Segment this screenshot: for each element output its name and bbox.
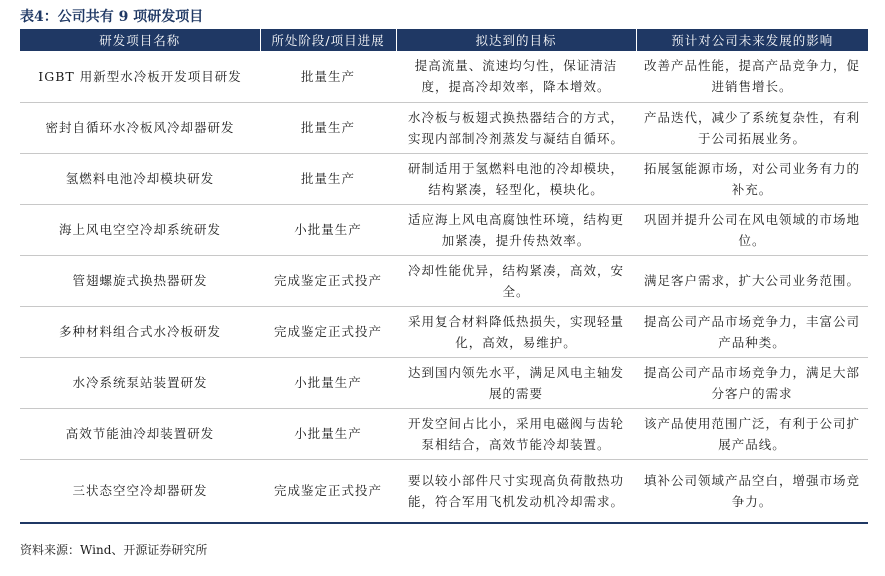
table-row [20,459,868,523]
header-goal: 拟达到的目标 [396,29,636,51]
rd-projects-table [20,29,868,524]
project-goal: 采用复合材料降低热损失，实现轻量化，高效，易维护。 [396,306,636,357]
project-stage: 完成鉴定正式投产 [260,459,396,523]
table-row [20,306,868,357]
table-row [20,51,868,102]
header-stage: 所处阶段/项目进展 [260,29,396,51]
project-name: 多种材料组合式水冷板研发 [20,306,260,357]
project-impact: 改善产品性能，提高产品竞争力，促进销售增长。 [636,51,868,102]
project-impact: 提高公司产品市场竞争力，满足大部分客户的需求 [636,357,868,408]
project-name: 海上风电空空冷却系统研发 [20,204,260,255]
project-impact: 提高公司产品市场竞争力，丰富公司产品种类。 [636,306,868,357]
project-stage: 小批量生产 [260,408,396,459]
table-title: 表4：公司共有 9 项研发项目 [20,9,204,25]
source-note: 资料来源：Wind、开源证券研究所 [20,543,208,557]
header-project-name: 研发项目名称 [20,29,260,51]
project-name: 水冷系统泵站装置研发 [20,357,260,408]
header-impact: 预计对公司未来发展的影响 [636,29,868,51]
project-goal: 达到国内领先水平，满足风电主轴发展的需要 [396,357,636,408]
project-goal: 冷却性能优异，结构紧凑，高效，安全。 [396,255,636,306]
project-name: 高效节能油冷却装置研发 [20,408,260,459]
project-goal: 水冷板与板翅式换热器结合的方式，实现内部制冷剂蒸发与凝结自循环。 [396,102,636,153]
project-name: 管翅螺旋式换热器研发 [20,255,260,306]
project-name: 密封自循环水冷板风冷却器研发 [20,102,260,153]
project-goal: 开发空间占比小，采用电磁阀与齿轮泵相结合，高效节能冷却装置。 [396,408,636,459]
table-row [20,204,868,255]
project-impact: 该产品使用范围广泛，有利于公司扩展产品线。 [636,408,868,459]
project-stage: 完成鉴定正式投产 [260,306,396,357]
table-row [20,153,868,204]
project-goal: 提高流量、流速均匀性，保证清洁度，提高冷却效率，降本增效。 [396,51,636,102]
project-goal: 研制适用于氢燃料电池的冷却模块，结构紧凑，轻型化，模块化。 [396,153,636,204]
project-stage: 批量生产 [260,153,396,204]
project-goal: 要以较小部件尺寸实现高负荷散热功能，符合军用飞机发动机冷却需求。 [396,459,636,523]
project-goal: 适应海上风电高腐蚀性环境，结构更加紧凑，提升传热效率。 [396,204,636,255]
project-impact: 产品迭代，减少了系统复杂性，有利于公司拓展业务。 [636,102,868,153]
project-stage: 小批量生产 [260,204,396,255]
project-impact: 满足客户需求，扩大公司业务范围。 [636,255,868,306]
project-impact: 填补公司领域产品空白，增强市场竞争力。 [636,459,868,523]
project-impact: 巩固并提升公司在风电领域的市场地位。 [636,204,868,255]
project-name: 氢燃料电池冷却模块研发 [20,153,260,204]
project-stage: 小批量生产 [260,357,396,408]
project-stage: 完成鉴定正式投产 [260,255,396,306]
table-header-row [20,29,868,51]
table-row [20,408,868,459]
project-name: IGBT 用新型水冷板开发项目研发 [20,51,260,102]
project-impact: 拓展氢能源市场，对公司业务有力的补充。 [636,153,868,204]
project-name: 三状态空空冷却器研发 [20,459,260,523]
project-stage: 批量生产 [260,102,396,153]
table-row [20,102,868,153]
project-stage: 批量生产 [260,51,396,102]
table-row [20,357,868,408]
table-row [20,255,868,306]
